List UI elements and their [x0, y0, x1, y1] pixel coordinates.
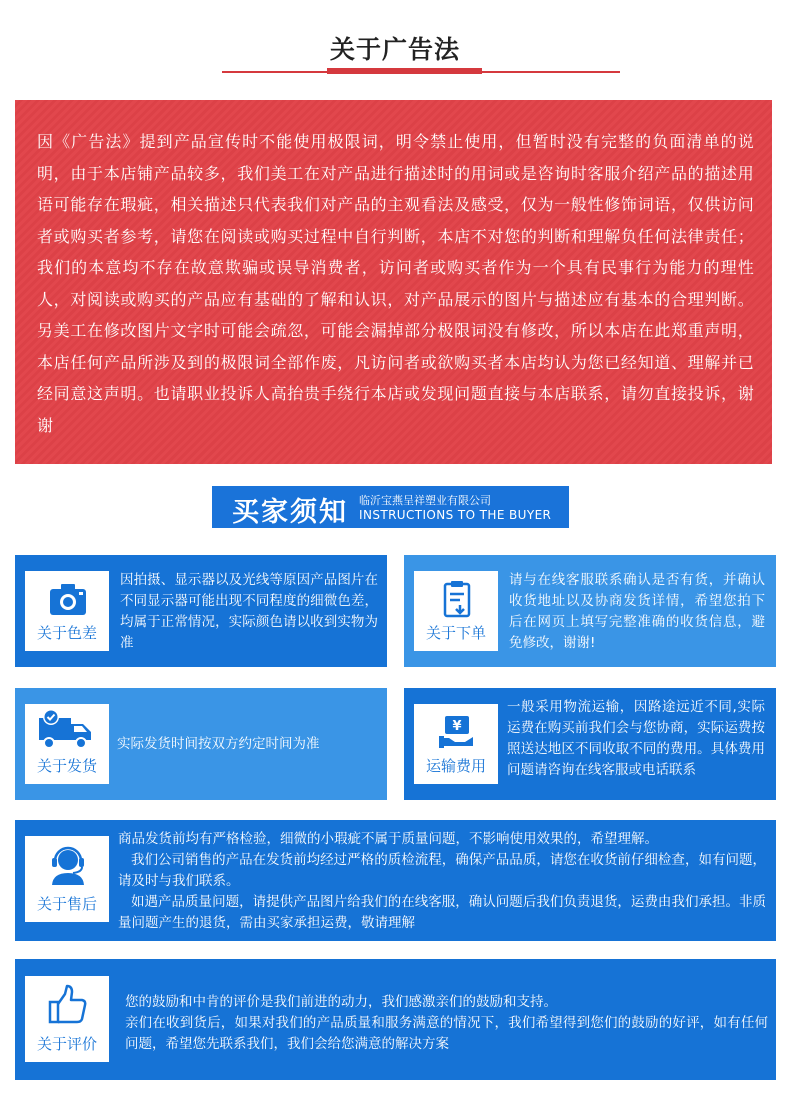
card-reviews	[15, 959, 776, 1080]
card-after-sales	[15, 820, 776, 941]
card-text	[125, 992, 768, 1055]
card-text	[118, 829, 766, 934]
customer-service-icon	[46, 844, 90, 886]
card-icon-box	[25, 836, 109, 922]
review-paragraph: 您的鼓励和中肯的评价是我们前进的动力，我们感激亲们的鼓励和支持。	[125, 994, 557, 1010]
card-label: 关于售后	[36, 895, 97, 913]
after-sales-paragraph: 如遇产品质量问题，请提供产品图片给我们的在线客服，确认问题后我们负责退货，运费由我们承担。非质量问题产生的退货，需由买家承担运费，敬请理解	[118, 894, 766, 931]
after-sales-paragraph: 商品发货前均有严格检验，细微的小瑕疵不属于质量问题，不影响使用效果的，希望理解。	[118, 831, 658, 847]
card-icon-box	[25, 704, 109, 784]
card-text: 因拍摄、显示器以及光线等原因产品图片在不同显示器可能出现不同程度的细微色差，均属于正常情况，实际颜色请以收到实物为准	[120, 572, 378, 651]
card-icon-box	[414, 704, 498, 784]
card-label: 运输费用	[425, 757, 486, 775]
buyer-notice-title: 买家须知	[232, 497, 348, 528]
card-shipping	[15, 688, 387, 800]
buyer-notice-banner	[212, 486, 569, 528]
card-ordering	[404, 555, 776, 667]
card-label: 关于下单	[425, 624, 486, 642]
card-text: 实际发货时间按双方约定时间为准	[117, 736, 320, 752]
clipboard-icon	[435, 579, 479, 619]
card-color-difference	[15, 555, 387, 667]
svg-text:¥: ¥	[452, 719, 462, 734]
card-label: 关于色差	[36, 624, 97, 642]
thumbs-up-icon	[46, 984, 90, 1026]
company-name: 临沂宝燕呈祥塑业有限公司	[359, 494, 491, 507]
money-hand-icon	[435, 712, 479, 752]
review-paragraph: 亲们在收到货后，如果对我们的产品质量和服务满意的情况下，我们希望得到您们的鼓励的好评，如有任何问题，希望您先联系我们，我们会给您满意的解决方案	[125, 1015, 768, 1052]
card-freight	[404, 688, 776, 800]
ad-law-notice	[15, 100, 772, 464]
section-header	[0, 0, 790, 80]
title-underline	[327, 68, 482, 74]
after-sales-paragraph: 我们公司销售的产品在发货前均经过严格的质检流程，确保产品品质，请您在收货前仔细检查，如有问题，请及时与我们联系。	[118, 852, 766, 889]
card-label: 关于发货	[36, 757, 97, 775]
card-icon-box	[25, 571, 109, 651]
ad-law-text: 因《广告法》提到产品宣传时不能使用极限词，明令禁止使用，但暂时没有完整的负面清单的说明，由于本店铺产品较多，我们美工在对产品进行描述时的用词或是咨询时客服介绍产品的描述用语可能存在瑕疵，相关描述只代表我们对产品的主观看法及感受，仅为一般性修饰词语，仅供访问者或购买者参考，请您在阅读或购买过程中自行判断，本店不对您的判断和理解负任何法律责任；我们的本意均不存在故意欺骗或误导消费者，访问者或购买者作为一个具有民事行为能力的理性人，对阅读或购买的产品应有基础的了解和认识，对产品展示的图片与描述应有基本的合理判断。另美工在修改图片文字时可能会疏忽，可能会漏掉部分极限词没有修改，所以本店在此郑重声明，本店任何产品所涉及到的极限词全部作废，凡访问者或欲购买者本店均认为您已经知道、理解并已经同意这声明。也请职业投诉人高抬贵手绕行本店或发现问题直接与本店联系，请勿直接投诉，谢谢	[37, 132, 754, 435]
card-label: 关于评价	[36, 1035, 97, 1053]
buyer-notice-english: INSTRUCTIONS TO THE BUYER	[359, 508, 552, 522]
delivery-truck-icon	[37, 708, 97, 752]
card-text: 请与在线客服联系确认是否有货，并确认收货地址以及协商发货详情，希望您拍下后在网页上填写完整准确的收货信息，避免修改，谢谢!	[509, 572, 765, 651]
card-text: 一般采用物流运输，因路途远近不同,实际运费在购买前我们会与您协商，实际运费按照送达地区不同收取不同的费用。具体费用问题请咨询在线客服或电话联系	[507, 699, 765, 778]
card-icon-box	[414, 571, 498, 651]
card-icon-box	[25, 976, 109, 1062]
camera-icon	[46, 579, 90, 619]
page-title: 关于广告法	[329, 35, 460, 64]
